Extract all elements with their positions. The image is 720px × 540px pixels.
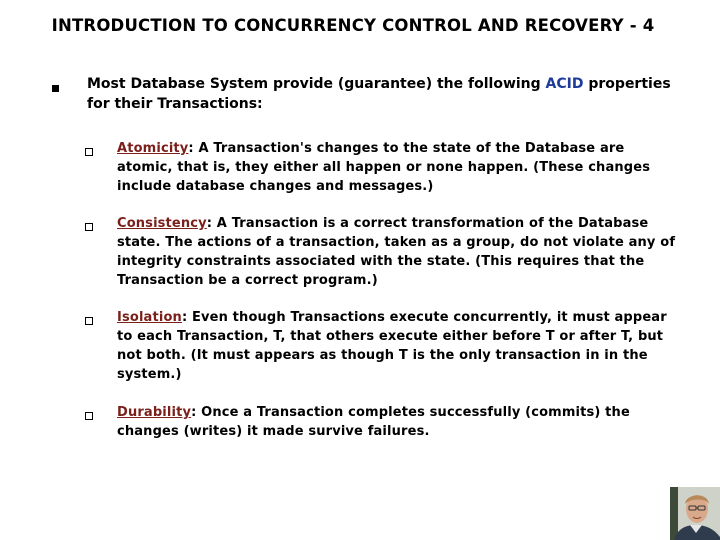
portrait-icon (670, 487, 720, 540)
property-term: Durability (117, 405, 192, 420)
property-isolation (117, 308, 677, 384)
property-durability (117, 403, 677, 441)
property-term: Isolation (117, 310, 182, 325)
property-description: : A Transaction is a correct transformation of the Database state. The actions of a transaction, taken as a group, do not violate any of integrity constraints associated with the state. (This requires that the Transaction be a correct program.) (117, 216, 676, 288)
property-term: Atomicity (117, 141, 189, 156)
property-consistency (117, 214, 677, 290)
property-description: : Even though Transactions execute concurrently, it must appear to each Transaction, T, that others execute either before T or after T, but not both. (It must appears as though T is the only transaction in in the system.) (117, 310, 667, 382)
hollow-square-bullet-icon (85, 148, 93, 156)
acid-highlight: ACID (545, 76, 584, 92)
property-term: Consistency (117, 216, 207, 231)
property-description: : A Transaction's changes to the state of the Database are atomic, that is, they either all happen or none happen. (These changes include database changes and messages.) (117, 141, 651, 194)
presenter-photo (670, 487, 720, 540)
property-atomicity (117, 139, 677, 196)
hollow-square-bullet-icon (85, 317, 93, 325)
slide-title: INTRODUCTION TO CONCURRENCY CONTROL AND RECOVERY - 4 (51, 16, 655, 35)
hollow-square-bullet-icon (85, 223, 93, 231)
property-description: : Once a Transaction completes successfully (commits) the changes (writes) it made survive failures. (117, 405, 630, 439)
intro-paragraph (87, 74, 697, 114)
hollow-square-bullet-icon (85, 412, 93, 420)
filled-square-bullet-icon (52, 85, 59, 92)
intro-text-after: properties for their Transactions: (87, 76, 671, 112)
intro-text-before: Most Database System provide (guarantee) the following (87, 76, 546, 92)
